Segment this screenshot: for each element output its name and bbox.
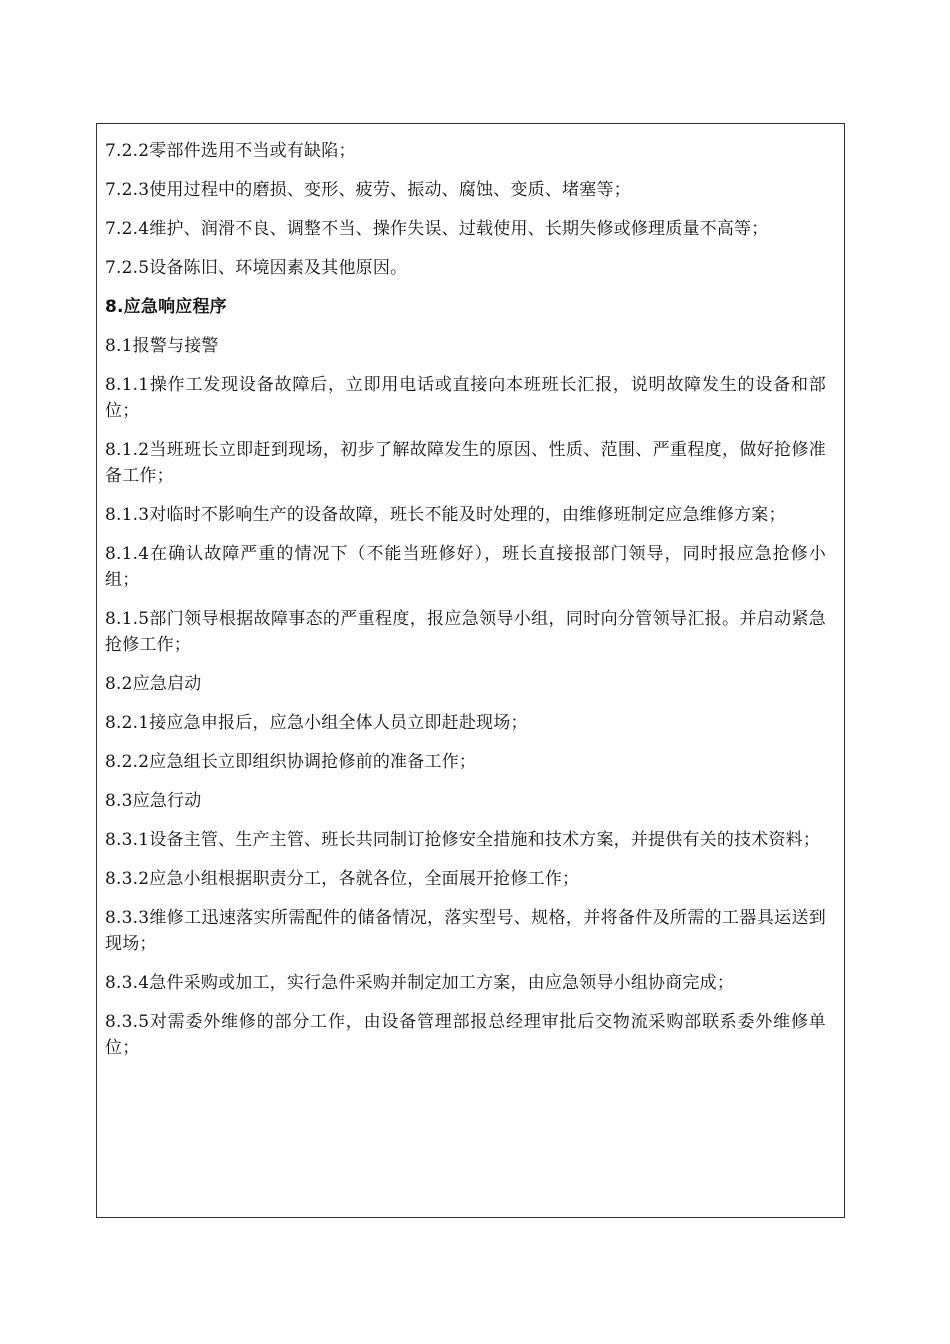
paragraph-8-1-4: 8.1.4在确认故障严重的情况下（不能当班修好），班长直接报部门领导，同时报应急抢修小组； (105, 544, 826, 590)
paragraph-7-2-4: 7.2.4维护、润滑不良、调整不当、操作失误、过载使用、长期失修或修理质量不高等； (105, 219, 769, 239)
paragraph-8-3-5: 8.3.5对需委外维修的部分工作，由设备管理部报总经理审批后交物流采购部联系委外维修单位； (105, 1012, 826, 1058)
paragraph-7-2-5: 7.2.5设备陈旧、环境因素及其他原因。 (105, 258, 408, 278)
paragraph-8-1-1: 8.1.1操作工发现设备故障后，立即用电话或直接向本班班长汇报，说明故障发生的设备和部位； (105, 375, 826, 421)
paragraph-8-1-5: 8.1.5部门领导根据故障事态的严重程度，报应急领导小组，同时向分管领导汇报。并启动紧急抢修工作； (105, 609, 826, 655)
paragraph-8-1-2: 8.1.2当班班长立即赶到现场，初步了解故障发生的原因、性质、范围、严重程度，做好抢修准备工作； (105, 440, 826, 486)
paragraph-8-3-2: 8.3.2应急小组根据职责分工，各就各位，全面展开抢修工作； (105, 869, 580, 889)
subheading-8-3: 8.3应急行动 (105, 791, 202, 811)
paragraph-8-3-1: 8.3.1设备主管、生产主管、班长共同制订抢修安全措施和技术方案，并提供有关的技术资料； (105, 830, 821, 850)
paragraph-8-2-2: 8.2.2应急组长立即组织协调抢修前的准备工作； (105, 752, 477, 772)
paragraph-8-3-4: 8.3.4急件采购或加工，实行急件采购并制定加工方案，由应急领导小组协商完成； (105, 973, 735, 993)
document-frame (96, 123, 845, 1218)
paragraph-7-2-3: 7.2.3使用过程中的磨损、变形、疲劳、振动、腐蚀、变质、堵塞等； (105, 180, 631, 200)
section-heading-8: 8.应急响应程序 (105, 297, 227, 317)
subheading-8-1: 8.1报警与接警 (105, 336, 219, 356)
paragraph-8-1-3: 8.1.3对临时不影响生产的设备故障，班长不能及时处理的，由维修班制定应急维修方案； (105, 505, 786, 525)
paragraph-8-2-1: 8.2.1接应急申报后，应急小组全体人员立即赶赴现场； (105, 713, 528, 733)
paragraph-7-2-2: 7.2.2零部件选用不当或有缺陷； (105, 141, 356, 161)
subheading-8-2: 8.2应急启动 (105, 674, 202, 694)
paragraph-8-3-3: 8.3.3维修工迅速落实所需配件的储备情况，落实型号、规格，并将备件及所需的工器具运送到现场； (105, 908, 826, 954)
